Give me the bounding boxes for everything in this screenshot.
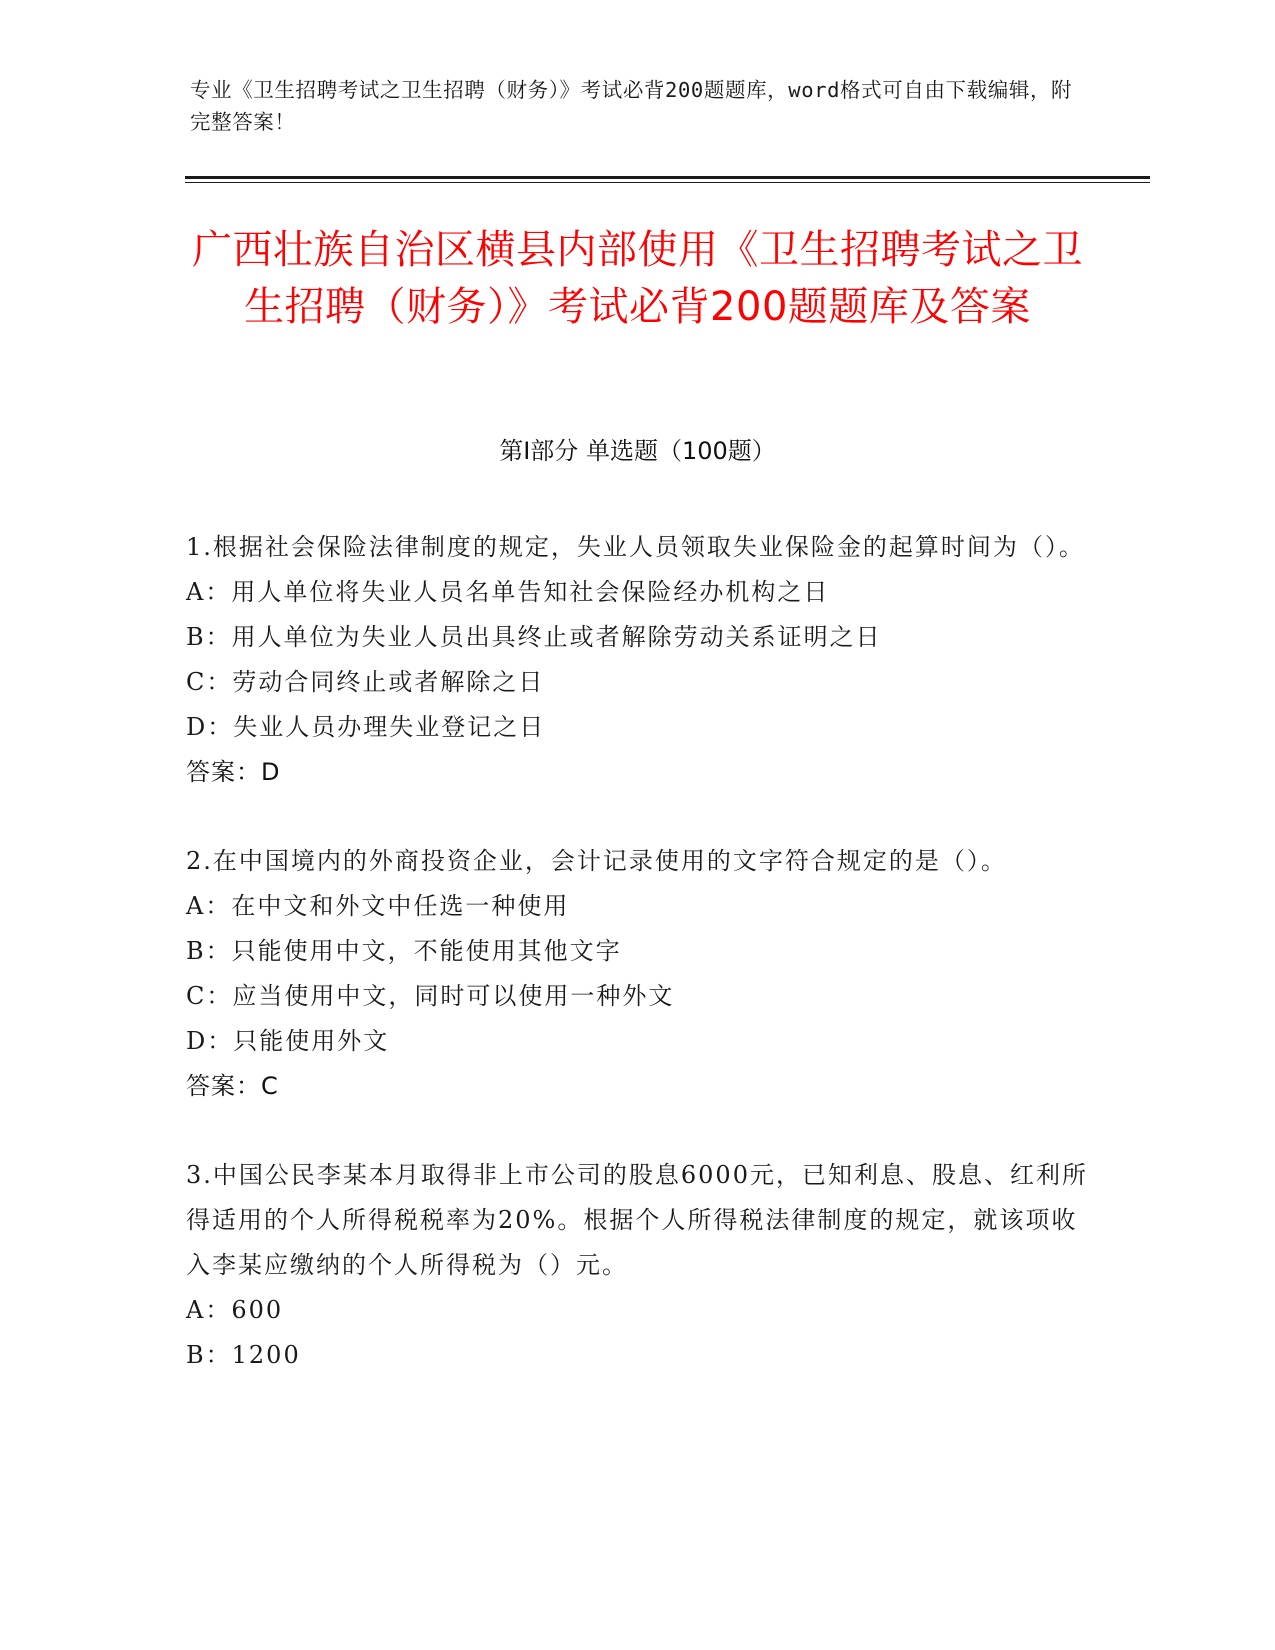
header-divider-thin (185, 182, 1150, 183)
question-spacer (186, 795, 1091, 839)
option-a: A：在中文和外文中任选一种使用 (186, 892, 570, 920)
option-b: B：1200 (186, 1341, 301, 1369)
section-heading: 第Ⅰ部分 单选题（100题） (499, 437, 776, 465)
question-2 (186, 839, 1091, 1109)
option-d: D：只能使用外文 (186, 1027, 390, 1055)
option-b: B：用人单位为失业人员出具终止或者解除劳动关系证明之日 (186, 623, 882, 651)
option-a: A：600 (186, 1296, 284, 1324)
option-a: A：用人单位将失业人员名单告知社会保险经办机构之日 (186, 578, 830, 606)
document-title: 广西壮族自治区横县内部使用《卫生招聘考试之卫生招聘（财务）》考试必背200题题库及答案 (192, 227, 1083, 330)
option-c: C：应当使用中文，同时可以使用一种外文 (186, 982, 675, 1010)
option-b: B：只能使用中文，不能使用其他文字 (186, 937, 622, 965)
option-d: D：失业人员办理失业登记之日 (186, 713, 546, 741)
option-c: C：劳动合同终止或者解除之日 (186, 668, 545, 696)
answer-line: 答案：D (186, 758, 281, 786)
question-stem: 1.根据社会保险法律制度的规定，失业人员领取失业保险金的起算时间为（）。 (186, 533, 1085, 561)
question-stem: 3.中国公民李某本月取得非上市公司的股息6000元，已知利息、股息、红利所得适用的个人所得税税率为20%。根据个人所得税法律制度的规定，就该项收入李某应缴纳的个人所得税为（）元。 (186, 1161, 1088, 1279)
header-note: 专业《卫生招聘考试之卫生招聘（财务）》考试必背200题题库，word格式可自由下载编辑，附完整答案！ (190, 78, 1073, 134)
question-spacer (186, 1109, 1091, 1153)
question-stem: 2.在中国境内的外商投资企业，会计记录使用的文字符合规定的是（）。 (186, 847, 1007, 875)
question-3 (186, 1153, 1091, 1378)
answer-line: 答案：C (186, 1072, 279, 1100)
header-divider-thick (185, 176, 1150, 179)
question-list (186, 525, 1091, 1378)
question-1 (186, 525, 1091, 795)
